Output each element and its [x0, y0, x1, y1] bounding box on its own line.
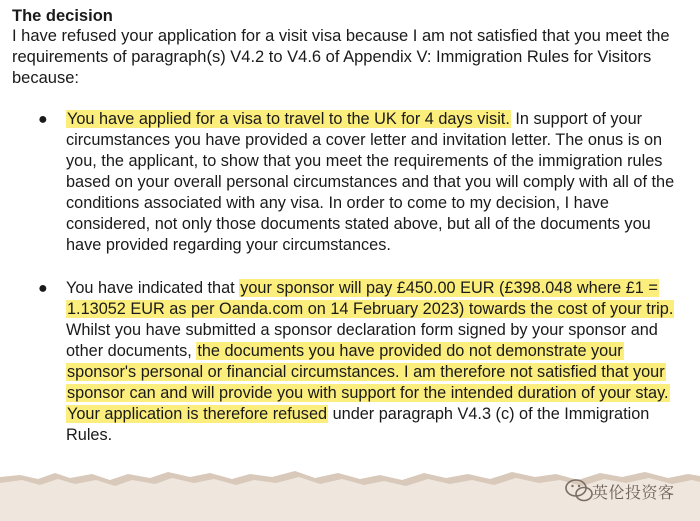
highlighted-text: your sponsor will pay £450.00 EUR (£398.048 where £1 = — [240, 279, 658, 297]
plain-text: other documents, — [66, 342, 197, 360]
plain-text: under paragraph V4.3 (c) of the Immigration — [328, 405, 650, 423]
text-line — [66, 425, 696, 446]
text-line — [66, 172, 696, 193]
plain-text: have provided regarding your circumstances. — [66, 236, 391, 254]
plain-text: Rules. — [66, 426, 113, 444]
plain-text: circumstances you have provided a cover letter and invitation letter. The onus is on — [66, 131, 663, 149]
plain-text: In support of your — [510, 110, 643, 128]
text-line — [66, 299, 696, 320]
intro-line: I have refused your application for a visit visa because I am not satisfied that you meet the — [12, 27, 670, 45]
highlighted-text: You have applied for a visa to travel to the UK for 4 days visit. — [67, 110, 510, 128]
plain-text: You have indicated that — [66, 279, 240, 297]
plain-text: considered, not only those documents stated above, but all of the documents you — [66, 215, 651, 233]
plain-text: conditions associated with any visa. In order to come to my decision, I have — [66, 194, 609, 212]
highlighted-text: sponsor can and will provide you with support for the intended duration of your stay. — [67, 384, 669, 402]
plain-text: you, the applicant, to show that you meet the requirements of the immigration rules — [66, 152, 663, 170]
text-line — [66, 362, 696, 383]
text-line — [66, 214, 696, 235]
bullet-item-sponsor — [66, 278, 696, 446]
text-line — [66, 320, 696, 341]
text-line — [66, 404, 696, 425]
text-line — [66, 341, 696, 362]
highlighted-text: 1.13052 EUR as per Oanda.com on 14 February 2023) towards the cost of your trip. — [67, 300, 674, 318]
intro-paragraph — [12, 26, 692, 89]
bullet-dot-icon: ● — [38, 111, 48, 128]
text-line — [66, 130, 696, 151]
plain-text: based on your overall personal circumstances and that you will comply with all of the — [66, 173, 675, 191]
highlighted-text: the documents you have provided do not demonstrate your — [197, 342, 623, 360]
bullet-dot-icon: ● — [38, 280, 48, 297]
intro-line: because: — [12, 69, 79, 87]
text-line — [66, 383, 696, 404]
intro-line: requirements of paragraph(s) V4.2 to V4.6 of Appendix V: Immigration Rules for Visitors — [12, 48, 652, 66]
bullet-item-applied-visa — [66, 109, 696, 256]
section-heading: The decision — [12, 7, 113, 25]
text-line — [66, 235, 696, 256]
text-line — [66, 278, 696, 299]
plain-text: Whilst you have submitted a sponsor declaration form signed by your sponsor and — [66, 321, 658, 339]
highlighted-text: sponsor's personal or financial circumstances. I am therefore not satisfied that your — [67, 363, 665, 381]
highlighted-text: Your application is therefore refused — [67, 405, 328, 423]
text-line — [66, 151, 696, 172]
text-line — [66, 193, 696, 214]
watermark-account-name: 英伦投资客 — [592, 483, 675, 502]
text-line — [66, 109, 696, 130]
